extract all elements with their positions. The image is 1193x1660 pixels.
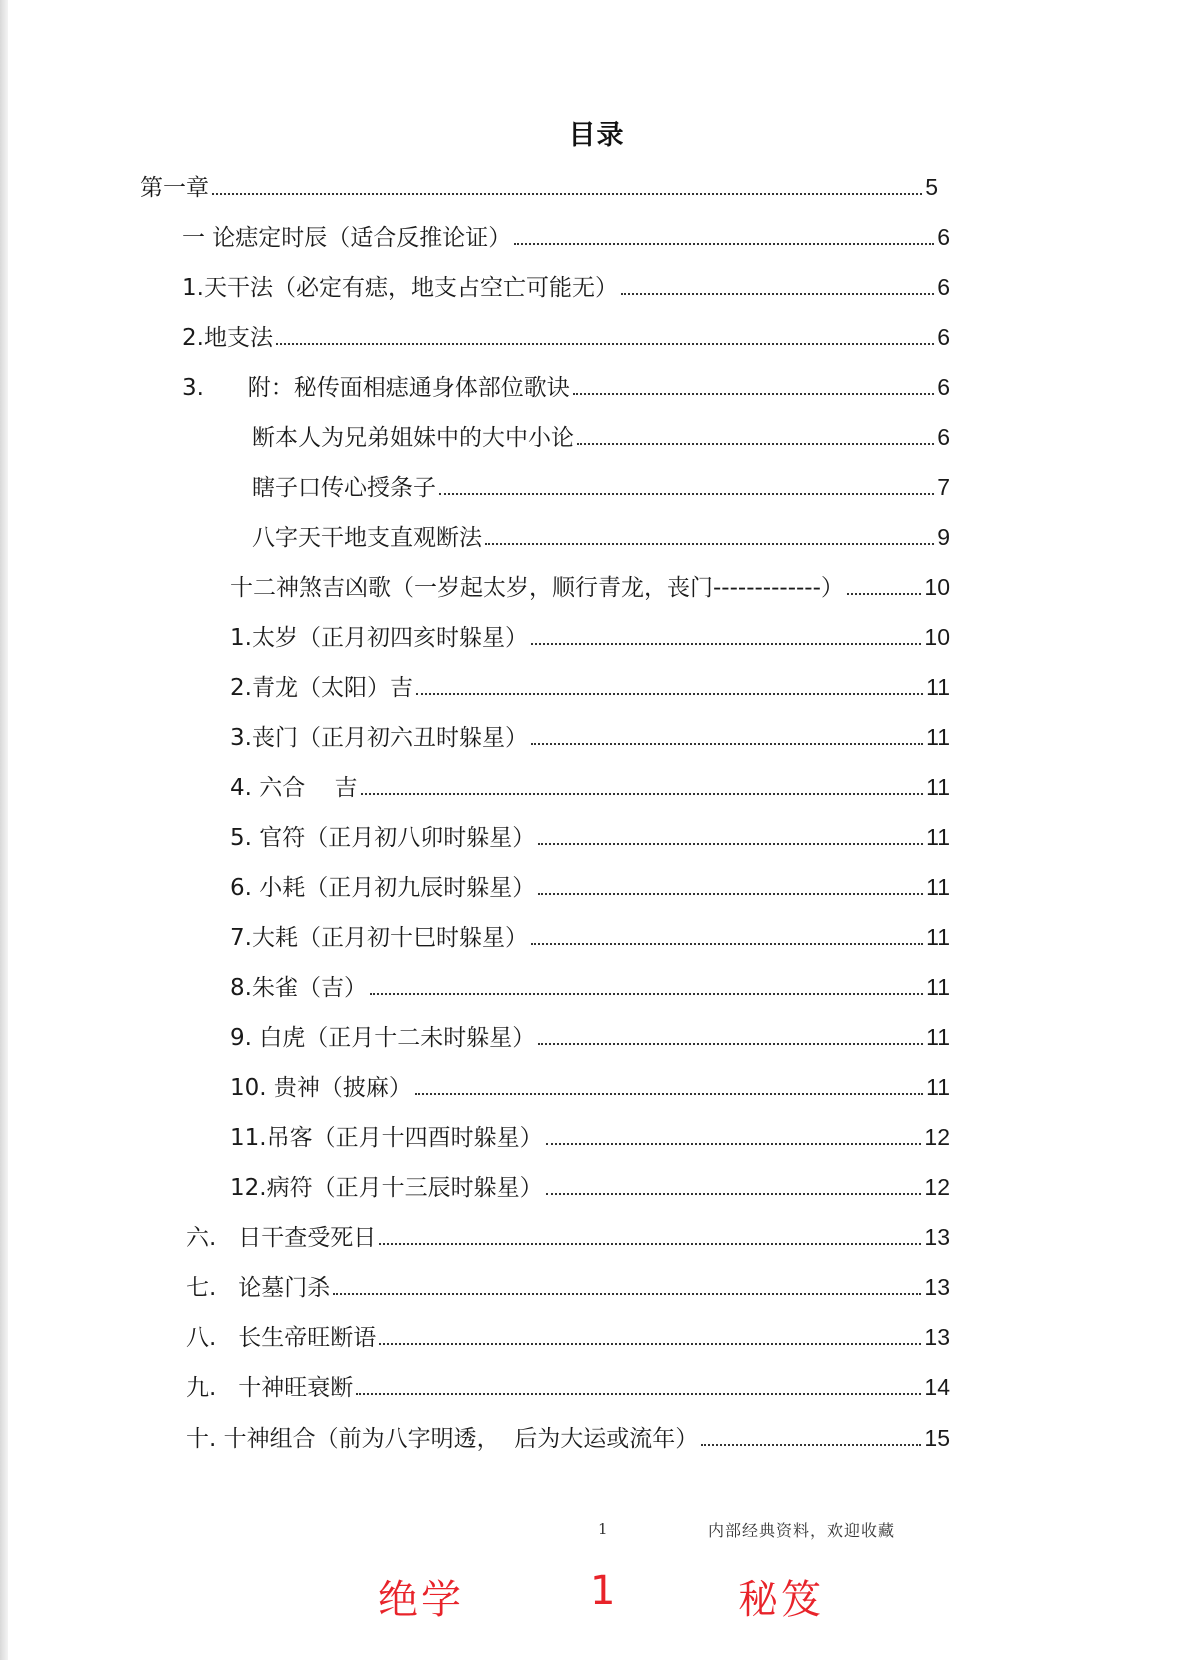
toc-entry[interactable] xyxy=(230,720,950,754)
toc-dot-leader xyxy=(538,893,923,895)
toc-entry[interactable] xyxy=(186,1270,950,1304)
toc-entry-label: 11.吊客（正月十四酉时躲星） xyxy=(230,1125,543,1151)
toc-entry-page: 7 xyxy=(937,474,950,500)
toc-entry[interactable] xyxy=(182,370,950,404)
toc-entry[interactable] xyxy=(230,920,950,954)
toc-entry-page: 10 xyxy=(924,574,950,600)
toc-entry-label: 九. 十神旺衰断 xyxy=(186,1375,354,1401)
toc-entry-page: 6 xyxy=(937,324,950,350)
toc-entry-page: 9 xyxy=(937,524,950,550)
toc-entry-page: 13 xyxy=(924,1224,950,1250)
toc-entry-page: 13 xyxy=(924,1274,950,1300)
toc-dot-leader xyxy=(276,343,934,345)
toc-entry-label: 5. 官符（正月初八卯时躲星） xyxy=(230,825,536,851)
toc-entry[interactable] xyxy=(230,870,950,904)
toc-dot-leader xyxy=(439,493,934,495)
toc-dot-leader xyxy=(577,443,934,445)
toc-entry[interactable] xyxy=(230,1170,950,1204)
toc-entry-page: 11 xyxy=(926,874,950,900)
toc-entry-page: 6 xyxy=(937,224,950,250)
toc-entry[interactable] xyxy=(252,420,950,454)
page-title: 目录 xyxy=(568,120,625,151)
toc-dot-leader xyxy=(847,593,922,595)
toc-entry-page: 14 xyxy=(924,1374,950,1400)
toc-entry[interactable] xyxy=(230,1070,950,1104)
toc-entry-label: 瞎子口传心授条子 xyxy=(252,475,436,501)
toc-entry-label: 12.病符（正月十三辰时躲星） xyxy=(230,1175,543,1201)
toc-entry-page: 11 xyxy=(926,1074,950,1100)
toc-entry[interactable] xyxy=(182,220,950,254)
toc-entry-page: 11 xyxy=(926,974,950,1000)
toc-entry-page: 5 xyxy=(925,174,938,200)
toc-entry[interactable] xyxy=(182,320,950,354)
toc-dot-leader xyxy=(485,543,934,545)
toc-entry[interactable] xyxy=(252,520,950,554)
toc-entry[interactable] xyxy=(140,170,938,204)
toc-entry-page: 6 xyxy=(937,274,950,300)
toc-dot-leader xyxy=(514,243,934,245)
toc-entry[interactable] xyxy=(182,270,950,304)
toc-dot-leader xyxy=(379,1343,921,1345)
toc-entry-label: 2.青龙（太阳）吉 xyxy=(230,675,413,701)
toc-dot-leader xyxy=(212,193,922,195)
toc-entry-label: 1.太岁（正月初四亥时躲星） xyxy=(230,625,528,651)
toc-entry[interactable] xyxy=(230,620,950,654)
toc-dot-leader xyxy=(361,793,924,795)
toc-dot-leader xyxy=(538,843,923,845)
toc-dot-leader xyxy=(546,1193,922,1195)
footer-page-number: 1 xyxy=(598,1520,608,1538)
toc-entry-label: 十. 十神组合（前为八字明透， 后为大运或流年） xyxy=(186,1426,699,1452)
banner-center-number: 1 xyxy=(590,1568,619,1614)
banner-left-text: 绝学 xyxy=(378,1577,464,1623)
toc-entry-page: 11 xyxy=(926,724,950,750)
toc-entry-label: 十二神煞吉凶歌（一岁起太岁，顺行青龙，丧门-------------） xyxy=(230,575,844,601)
toc-entry-label: 3.丧门（正月初六丑时躲星） xyxy=(230,725,528,751)
toc-entry-label: 六. 日干查受死日 xyxy=(186,1225,377,1251)
toc-dot-leader xyxy=(370,993,923,995)
toc-entry[interactable] xyxy=(230,820,950,854)
toc-entry-label: 10. 贵神（披麻） xyxy=(230,1075,412,1101)
toc-entry-label: 6. 小耗（正月初九辰时躲星） xyxy=(230,875,536,901)
toc-entry-label: 八字天干地支直观断法 xyxy=(252,525,482,551)
toc-entry-label: 七. 论墓门杀 xyxy=(186,1275,331,1301)
toc-entry[interactable] xyxy=(186,1220,950,1254)
toc-entry-label: 8.朱雀（吉） xyxy=(230,975,367,1001)
toc-entry-label: 3. 附：秘传面相痣通身体部位歌诀 xyxy=(182,375,570,401)
toc-entry[interactable] xyxy=(230,1020,950,1054)
toc-entry-label: 7.大耗（正月初十巳时躲星） xyxy=(230,925,528,951)
toc-entry-page: 12 xyxy=(924,1124,950,1150)
toc-entry[interactable] xyxy=(230,570,950,604)
toc-entry-label: 八. 长生帝旺断语 xyxy=(186,1325,377,1351)
toc-dot-leader xyxy=(701,1444,921,1446)
toc-dot-leader xyxy=(356,1393,921,1395)
toc-dot-leader xyxy=(415,1093,923,1095)
toc-entry-page: 6 xyxy=(937,374,950,400)
toc-entry-page: 11 xyxy=(926,674,950,700)
toc-dot-leader xyxy=(538,1043,923,1045)
toc-dot-leader xyxy=(531,743,923,745)
toc-entry[interactable] xyxy=(186,1370,950,1404)
toc-entry-page: 10 xyxy=(924,624,950,650)
footer-note: 内部经典资料，欢迎收藏 xyxy=(708,1521,896,1540)
toc-entry-page: 13 xyxy=(924,1324,950,1350)
toc-entry[interactable] xyxy=(230,770,950,804)
toc-entry-page: 15 xyxy=(924,1425,950,1451)
toc-dot-leader xyxy=(416,693,923,695)
toc-entry[interactable] xyxy=(230,970,950,1004)
toc-entry-label: 9. 白虎（正月十二未时躲星） xyxy=(230,1025,536,1051)
banner-right-text: 秘笈 xyxy=(738,1577,824,1623)
toc-entry-page: 12 xyxy=(924,1174,950,1200)
toc-entry-label: 第一章 xyxy=(140,175,209,201)
toc-entry-label: 一 论痣定时辰（适合反推论证） xyxy=(182,225,512,251)
toc-entry[interactable] xyxy=(230,1120,950,1154)
toc-entry-page: 11 xyxy=(926,1024,950,1050)
toc-dot-leader xyxy=(573,393,934,395)
toc-entry[interactable] xyxy=(186,1320,950,1354)
toc-entry-label: 2.地支法 xyxy=(182,325,273,351)
toc-dot-leader xyxy=(621,293,934,295)
toc-dot-leader xyxy=(531,643,921,645)
toc-entry[interactable] xyxy=(230,670,950,704)
toc-dot-leader xyxy=(379,1243,921,1245)
toc-entry-page: 11 xyxy=(926,824,950,850)
toc-entry-page: 11 xyxy=(926,924,950,950)
toc-entry-label: 4. 六合 吉 xyxy=(230,775,358,801)
toc-entry-label: 断本人为兄弟姐妹中的大中小论 xyxy=(252,425,574,451)
toc-entry-page: 11 xyxy=(926,774,950,800)
toc-dot-leader xyxy=(546,1143,922,1145)
toc-entry[interactable] xyxy=(186,1421,950,1455)
toc-dot-leader xyxy=(531,943,923,945)
toc-entry[interactable] xyxy=(252,470,950,504)
toc-entry-label: 1.天干法（必定有痣，地支占空亡可能无） xyxy=(182,275,618,301)
toc-entry-page: 6 xyxy=(937,424,950,450)
toc-dot-leader xyxy=(333,1293,921,1295)
